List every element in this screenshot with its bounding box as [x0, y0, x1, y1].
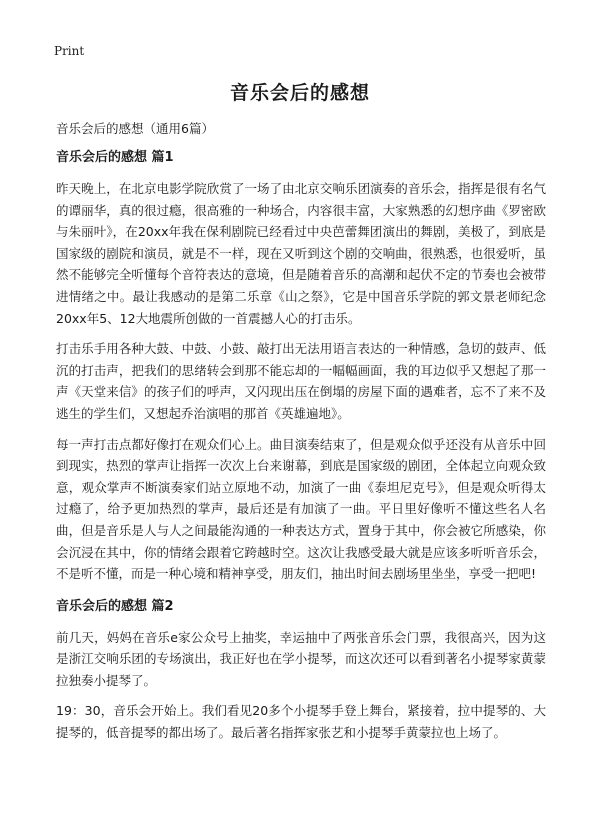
paragraph: 前几天，妈妈在音乐e家公众号上抽奖，幸运抽中了两张音乐会门票，我很高兴，因为这是浙江交响乐团的专场演出，我正好也在学小提琴，而这次还可以看到著名小提琴家黄蒙拉独奏小提琴了。	[56, 629, 546, 688]
document-body	[56, 148, 546, 753]
paragraph: 打击乐手用各种大鼓、中鼓、小鼓、敲打出无法用语言表达的一种情感，急切的鼓声、低沉的打击声，把我们的思绪转会到那不能忘却的一幅幅画面，我的耳边似乎又想起了那一声《天堂来信》的孩子们的呼声，又闪现出压在倒塌的房屋下面的遇难者，忘不了来不及逃生的学生们，又想起乔治演唱的那首《英雄遍地》。	[56, 341, 546, 421]
paragraph: 19：30，音乐会开始上。我们看见20多个小提琴手登上舞台，紧接着，拉中提琴的、大提琴的，低音提琴的都出场了。最后著名指挥家张艺和小提琴手黄蒙拉也上场了。	[56, 703, 546, 741]
paragraph: 每一声打击点都好像打在观众们心上。曲目演奏结束了，但是观众似乎还没有从音乐中回到现实，热烈的掌声让指挥一次次上台来谢幕，到底是国家级的剧团，全体起立向观众致意，观众掌声不断演奏家们站立原地不动，加演了一曲《泰坦尼克号》，但是观众听得太过瘾了，给予更加热烈的掌声，最后还是有加演了一曲。平日里好像听不懂这些名人名曲，但是音乐是人与人之间最能沟通的一种表达方式，置身于其中，你会被它所感染，你会沉浸在其中，你的情绪会跟着它跨越时空。这次让我感受最大就是应该多听听音乐会，不是听不懂，而是一种心境和精神享受，朋友们，抽出时间去剧场里坐坐，享受一把吧!	[56, 436, 546, 582]
print-link[interactable]: Print	[54, 44, 85, 58]
section-2	[56, 597, 546, 744]
paragraph: 昨天晚上，在北京电影学院欣赏了一场了由北京交响乐团演奏的音乐会，指挥是很有名气的谭丽华，真的很过瘾，很高雅的一种场合，内容很丰富，大家熟悉的幻想序曲《罗密欧与朱丽叶》，在20xx年我在保利剧院已经看过中央芭蕾舞团演出的舞剧，美极了，到底是国家级的剧院和演员，就是不一样，现在又听到这个剧的交响曲，很熟悉，也很爱听，虽然不能够完全听懂每个音符表达的意境，但是随着音乐的高潮和起伏不定的节奏也会被带进情绪之中。最让我感动的是第二乐章《山之祭》，它是中国音乐学院的郭文景老师纪念20xx年5、12大地震所创做的一首震撼人心的打击乐。	[56, 181, 546, 326]
page-title: 音乐会后的感想	[229, 82, 370, 104]
section-heading: 音乐会后的感想 篇1	[56, 150, 174, 165]
document-subtitle: 音乐会后的感想（通用6篇）	[56, 121, 214, 136]
section-heading: 音乐会后的感想 篇2	[56, 598, 174, 614]
section-1	[56, 148, 546, 585]
